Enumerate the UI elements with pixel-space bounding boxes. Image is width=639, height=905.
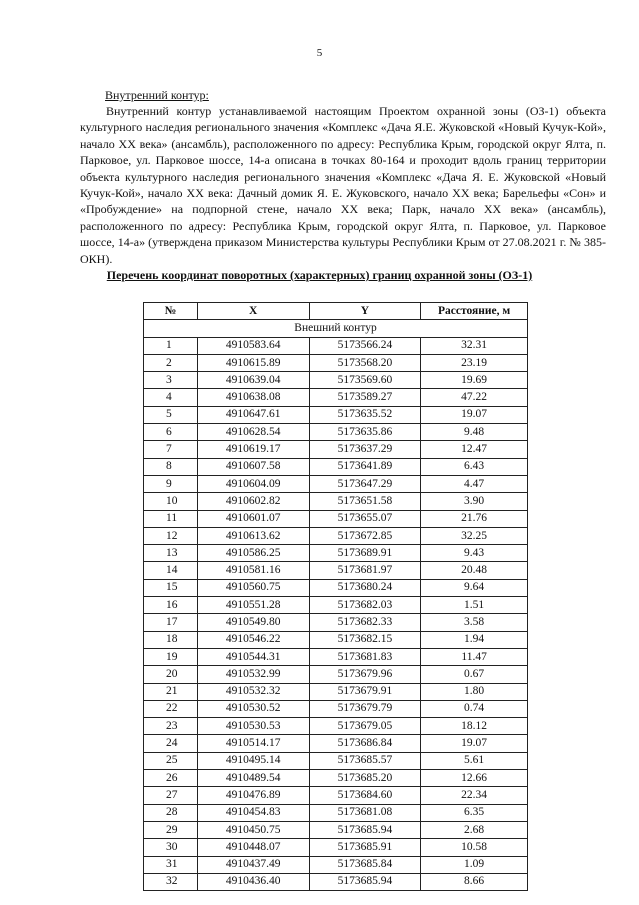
point-number: 9 xyxy=(144,475,198,492)
table-row xyxy=(144,648,528,665)
table-caption: Перечень координат поворотных (характерных) границ охранной зоны (ОЗ-1) xyxy=(106,268,533,282)
point-number: 18 xyxy=(144,631,198,648)
distance: 9.64 xyxy=(421,579,528,596)
coord-y: 5173685.94 xyxy=(309,873,421,890)
coord-x: 4910639.04 xyxy=(197,372,309,389)
coord-x: 4910437.49 xyxy=(197,856,309,873)
distance: 0.67 xyxy=(421,666,528,683)
coord-y: 5173637.29 xyxy=(309,441,421,458)
distance: 12.66 xyxy=(421,770,528,787)
distance: 8.66 xyxy=(421,873,528,890)
coord-x: 4910647.61 xyxy=(197,406,309,423)
section-title: Внутренний контур: xyxy=(105,88,209,102)
point-number: 24 xyxy=(144,735,198,752)
coord-x: 4910532.32 xyxy=(197,683,309,700)
page-number: 5 xyxy=(316,47,323,59)
point-number: 23 xyxy=(144,718,198,735)
coord-x: 4910450.75 xyxy=(197,821,309,838)
coord-x: 4910638.08 xyxy=(197,389,309,406)
table-row xyxy=(144,527,528,544)
distance: 23.19 xyxy=(421,354,528,371)
distance: 5.61 xyxy=(421,752,528,769)
point-number: 3 xyxy=(144,372,198,389)
table-row xyxy=(144,700,528,717)
point-number: 21 xyxy=(144,683,198,700)
coord-y: 5173685.94 xyxy=(309,821,421,838)
point-number: 7 xyxy=(144,441,198,458)
table-row xyxy=(144,631,528,648)
point-number: 5 xyxy=(144,406,198,423)
point-number: 17 xyxy=(144,614,198,631)
group-label: Внешний контур xyxy=(144,320,528,337)
coord-y: 5173679.91 xyxy=(309,683,421,700)
coord-y: 5173689.91 xyxy=(309,545,421,562)
table-row xyxy=(144,770,528,787)
table-row xyxy=(144,614,528,631)
point-number: 31 xyxy=(144,856,198,873)
header-x: X xyxy=(197,303,309,320)
distance: 20.48 xyxy=(421,562,528,579)
point-number: 6 xyxy=(144,424,198,441)
table-row xyxy=(144,718,528,735)
coord-y: 5173679.79 xyxy=(309,700,421,717)
coord-x: 4910546.22 xyxy=(197,631,309,648)
coord-y: 5173682.33 xyxy=(309,614,421,631)
point-number: 1 xyxy=(144,337,198,354)
coord-x: 4910560.75 xyxy=(197,579,309,596)
distance: 21.76 xyxy=(421,510,528,527)
coord-y: 5173647.29 xyxy=(309,475,421,492)
coord-x: 4910583.64 xyxy=(197,337,309,354)
coord-y: 5173568.20 xyxy=(309,354,421,371)
point-number: 16 xyxy=(144,597,198,614)
distance: 12.47 xyxy=(421,441,528,458)
coord-x: 4910628.54 xyxy=(197,424,309,441)
coord-y: 5173566.24 xyxy=(309,337,421,354)
point-number: 22 xyxy=(144,700,198,717)
coord-y: 5173681.97 xyxy=(309,562,421,579)
distance: 9.48 xyxy=(421,424,528,441)
distance: 1.51 xyxy=(421,597,528,614)
distance: 0.74 xyxy=(421,700,528,717)
point-number: 26 xyxy=(144,770,198,787)
table-row xyxy=(144,735,528,752)
point-number: 11 xyxy=(144,510,198,527)
table-row xyxy=(144,441,528,458)
coord-x: 4910495.14 xyxy=(197,752,309,769)
group-row xyxy=(144,320,528,337)
coord-x: 4910602.82 xyxy=(197,493,309,510)
coord-y: 5173681.83 xyxy=(309,648,421,665)
coord-x: 4910448.07 xyxy=(197,839,309,856)
coord-x: 4910551.28 xyxy=(197,597,309,614)
point-number: 4 xyxy=(144,389,198,406)
coord-y: 5173686.84 xyxy=(309,735,421,752)
coord-x: 4910454.83 xyxy=(197,804,309,821)
table-row xyxy=(144,406,528,423)
distance: 1.94 xyxy=(421,631,528,648)
distance: 1.09 xyxy=(421,856,528,873)
coord-x: 4910586.25 xyxy=(197,545,309,562)
coord-y: 5173641.89 xyxy=(309,458,421,475)
distance: 22.34 xyxy=(421,787,528,804)
point-number: 19 xyxy=(144,648,198,665)
header-y: Y xyxy=(309,303,421,320)
table-row xyxy=(144,839,528,856)
point-number: 29 xyxy=(144,821,198,838)
table-row xyxy=(144,510,528,527)
coordinates-table xyxy=(143,302,528,891)
table-row xyxy=(144,354,528,371)
coord-x: 4910604.09 xyxy=(197,475,309,492)
header-distance: Расстояние, м xyxy=(421,303,528,320)
table-row xyxy=(144,372,528,389)
point-number: 32 xyxy=(144,873,198,890)
coord-y: 5173635.86 xyxy=(309,424,421,441)
table-row xyxy=(144,752,528,769)
coord-x: 4910436.40 xyxy=(197,873,309,890)
distance: 11.47 xyxy=(421,648,528,665)
distance: 9.43 xyxy=(421,545,528,562)
table-row xyxy=(144,389,528,406)
table-row xyxy=(144,424,528,441)
distance: 2.68 xyxy=(421,821,528,838)
coord-x: 4910615.89 xyxy=(197,354,309,371)
distance: 6.35 xyxy=(421,804,528,821)
coord-x: 4910619.17 xyxy=(197,441,309,458)
description-paragraph: Внутренний контур устанавливаемой настоящим Проектом охранной зоны (ОЗ-1) объекта культурного наследия регионального значения «Комплекс «Дача Я.Е. Жуковской «Новый Кучук-Кой», начало XX века» (ансамбль), расположенного по адресу: Республика Крым, городской округ Ялта, п. Парковое, ул. Парковое шоссе, 14-а описана в точках 80-164 и проходит вдоль границ территории объекта культурного наследия регионального значения «Комплекс «Дача Я. Е. Жуковской «Новый Кучук-Кой», начало XX века: Дачный домик Я. Е. Жуковского, начало XX века; Барельефы «Сон» и «Пробуждение» на подпорной стене, начало XX века; Парк, начало XX века» (ансамбль), расположенного по адресу: Республика Крым, городской округ Ялта, п. Парковое, ул. Парковое шоссе, 14-а» (утверждена приказом Министерства культуры Республики Крым от 27.08.2021 г. № 385-ОКН). xyxy=(80,104,606,266)
distance: 19.07 xyxy=(421,406,528,423)
table-row xyxy=(144,475,528,492)
coord-y: 5173681.08 xyxy=(309,804,421,821)
distance: 47.22 xyxy=(421,389,528,406)
coord-y: 5173682.15 xyxy=(309,631,421,648)
point-number: 25 xyxy=(144,752,198,769)
point-number: 12 xyxy=(144,527,198,544)
coord-x: 4910532.99 xyxy=(197,666,309,683)
coord-y: 5173569.60 xyxy=(309,372,421,389)
table-row xyxy=(144,683,528,700)
table-row xyxy=(144,856,528,873)
table-row xyxy=(144,873,528,890)
header-number: № xyxy=(144,303,198,320)
point-number: 27 xyxy=(144,787,198,804)
coord-x: 4910613.62 xyxy=(197,527,309,544)
coord-y: 5173655.07 xyxy=(309,510,421,527)
distance: 32.31 xyxy=(421,337,528,354)
distance: 32.25 xyxy=(421,527,528,544)
table-row xyxy=(144,666,528,683)
distance: 3.90 xyxy=(421,493,528,510)
coord-y: 5173679.05 xyxy=(309,718,421,735)
table-row xyxy=(144,787,528,804)
distance: 4.47 xyxy=(421,475,528,492)
coord-y: 5173685.20 xyxy=(309,770,421,787)
point-number: 20 xyxy=(144,666,198,683)
table-row xyxy=(144,821,528,838)
distance: 18.12 xyxy=(421,718,528,735)
table-row xyxy=(144,562,528,579)
coord-x: 4910581.16 xyxy=(197,562,309,579)
distance: 19.69 xyxy=(421,372,528,389)
coord-y: 5173685.57 xyxy=(309,752,421,769)
table-row xyxy=(144,579,528,596)
point-number: 30 xyxy=(144,839,198,856)
coord-x: 4910530.53 xyxy=(197,718,309,735)
distance: 1.80 xyxy=(421,683,528,700)
table-row xyxy=(144,493,528,510)
distance: 19.07 xyxy=(421,735,528,752)
coord-y: 5173672.85 xyxy=(309,527,421,544)
table-row xyxy=(144,804,528,821)
distance: 10.58 xyxy=(421,839,528,856)
coord-x: 4910601.07 xyxy=(197,510,309,527)
table-row xyxy=(144,545,528,562)
coord-x: 4910514.17 xyxy=(197,735,309,752)
table-row xyxy=(144,597,528,614)
coord-y: 5173589.27 xyxy=(309,389,421,406)
coord-y: 5173684.60 xyxy=(309,787,421,804)
coord-x: 4910530.52 xyxy=(197,700,309,717)
point-number: 10 xyxy=(144,493,198,510)
point-number: 15 xyxy=(144,579,198,596)
point-number: 14 xyxy=(144,562,198,579)
distance: 3.58 xyxy=(421,614,528,631)
point-number: 28 xyxy=(144,804,198,821)
coord-y: 5173651.58 xyxy=(309,493,421,510)
coord-x: 4910549.80 xyxy=(197,614,309,631)
coord-y: 5173680.24 xyxy=(309,579,421,596)
point-number: 8 xyxy=(144,458,198,475)
table-header-row xyxy=(144,303,528,320)
coord-y: 5173679.96 xyxy=(309,666,421,683)
coord-y: 5173685.91 xyxy=(309,839,421,856)
coord-x: 4910607.58 xyxy=(197,458,309,475)
point-number: 2 xyxy=(144,354,198,371)
coord-y: 5173682.03 xyxy=(309,597,421,614)
distance: 6.43 xyxy=(421,458,528,475)
coord-x: 4910476.89 xyxy=(197,787,309,804)
table-row xyxy=(144,337,528,354)
coord-x: 4910489.54 xyxy=(197,770,309,787)
coord-y: 5173635.52 xyxy=(309,406,421,423)
table-row xyxy=(144,458,528,475)
coord-y: 5173685.84 xyxy=(309,856,421,873)
point-number: 13 xyxy=(144,545,198,562)
coord-x: 4910544.31 xyxy=(197,648,309,665)
